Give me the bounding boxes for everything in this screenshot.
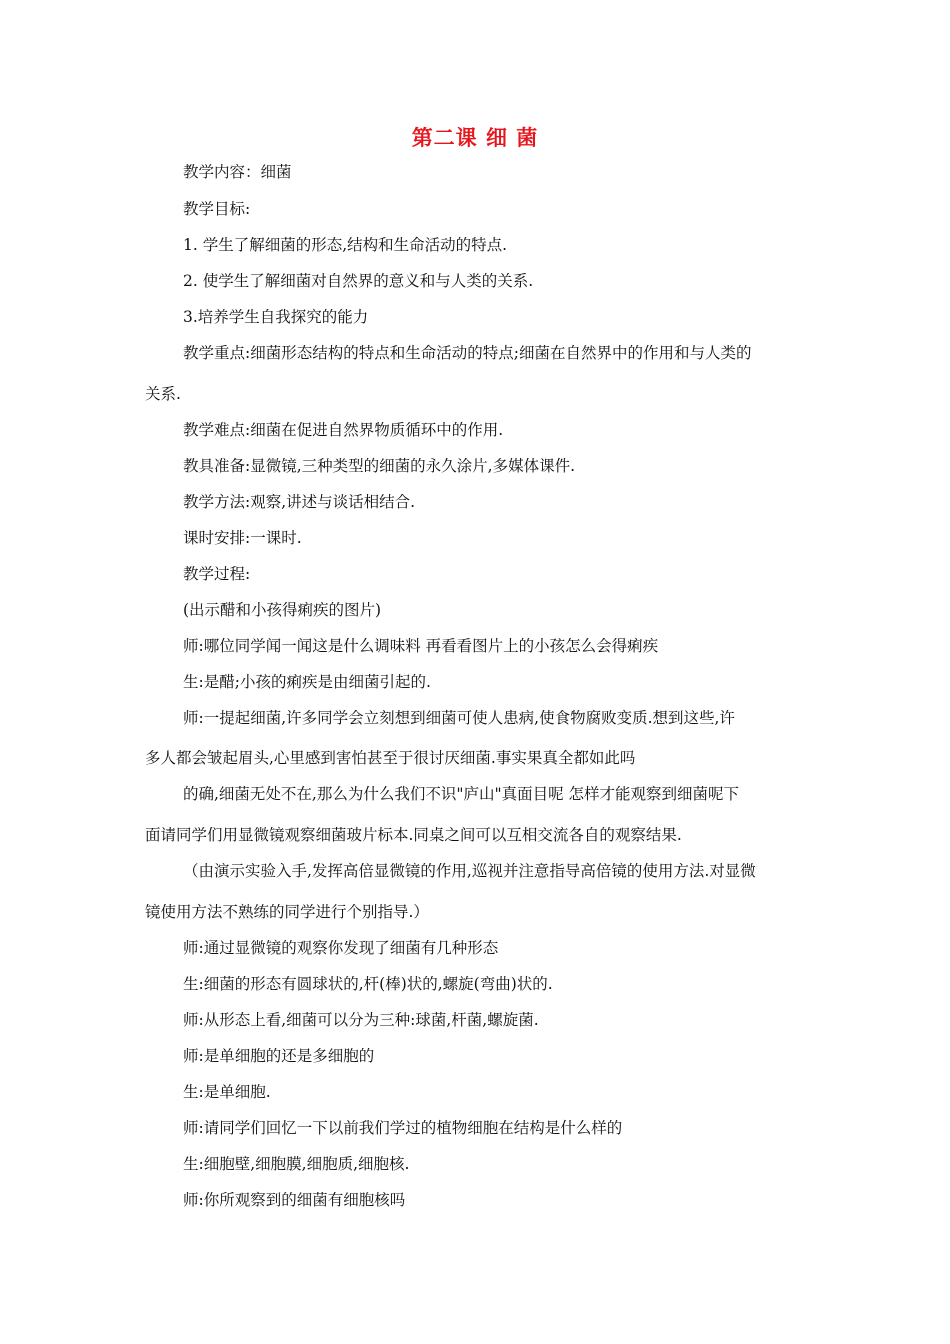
text-line: 生:细菌的形态有圆球状的,杆(棒)状的,螺旋(弯曲)状的. [183, 975, 553, 993]
text-line: 面请同学们用显微镜观察细菌玻片标本.同桌之间可以互相交流各自的观察结果. [145, 826, 682, 844]
text-line: 3.培养学生自我探究的能力 [183, 308, 369, 326]
text-line: 师:从形态上看,细菌可以分为三种:球菌,杆菌,螺旋菌. [183, 1011, 539, 1029]
text-line: 1. 学生了解细菌的形态,结构和生命活动的特点. [183, 236, 508, 254]
text-line: 生:是醋;小孩的痢疾是由细菌引起的. [183, 673, 431, 691]
text-line: 教学过程: [183, 565, 251, 583]
text-line: 教学重点:细菌形态结构的特点和生命活动的特点;细菌在自然界中的作用和与人类的 [183, 344, 752, 362]
lesson-title: 第二课 细 菌 [411, 125, 539, 150]
text-line: 师:请同学们回忆一下以前我们学过的植物细胞在结构是什么样的 [183, 1119, 623, 1137]
text-line: 2. 使学生了解细菌对自然界的意义和与人类的关系. [183, 272, 534, 290]
text-line: 师:哪位同学闻一闻这是什么调味料 再看看图片上的小孩怎么会得痢疾 [183, 637, 659, 655]
text-line: 师:是单细胞的还是多细胞的 [183, 1047, 375, 1065]
text-line: 教学目标: [183, 200, 251, 218]
text-line: (出示醋和小孩得痢疾的图片) [183, 601, 382, 619]
text-line: 镜使用方法不熟练的同学进行个别指导.） [145, 903, 429, 921]
text-line: 教学方法:观察,讲述与谈话相结合. [183, 493, 416, 511]
text-line: 教学内容：细菌 [183, 163, 292, 181]
text-line: 师:一提起细菌,许多同学会立刻想到细菌可使人患病,使食物腐败变质.想到这些,许 [183, 709, 735, 727]
text-line: 关系. [145, 385, 181, 403]
text-line: 课时安排:一课时. [183, 529, 302, 547]
text-line: 的确,细菌无处不在,那么为什么我们不识"庐山"真面目呢 怎样才能观察到细菌呢下 [183, 785, 740, 803]
text-line: 生:细胞壁,细胞膜,细胞质,细胞核. [183, 1155, 410, 1173]
text-line: 教具准备:显微镜,三种类型的细菌的永久涂片,多媒体课件. [183, 457, 576, 475]
text-line: 师:你所观察到的细菌有细胞核吗 [183, 1191, 406, 1209]
text-line: 师:通过显微镜的观察你发现了细菌有几种形态 [183, 939, 499, 957]
text-line: 教学难点:细菌在促进自然界物质循环中的作用. [183, 421, 504, 439]
text-line: 生:是单细胞. [183, 1083, 271, 1101]
text-line: 多人都会皱起眉头,心里感到害怕甚至于很讨厌细菌.事实果真全都如此吗 [145, 749, 636, 767]
text-line: （由演示实验入手,发挥高倍显微镜的作用,巡视并注意指导高倍镜的使用方法.对显微 [183, 862, 756, 880]
